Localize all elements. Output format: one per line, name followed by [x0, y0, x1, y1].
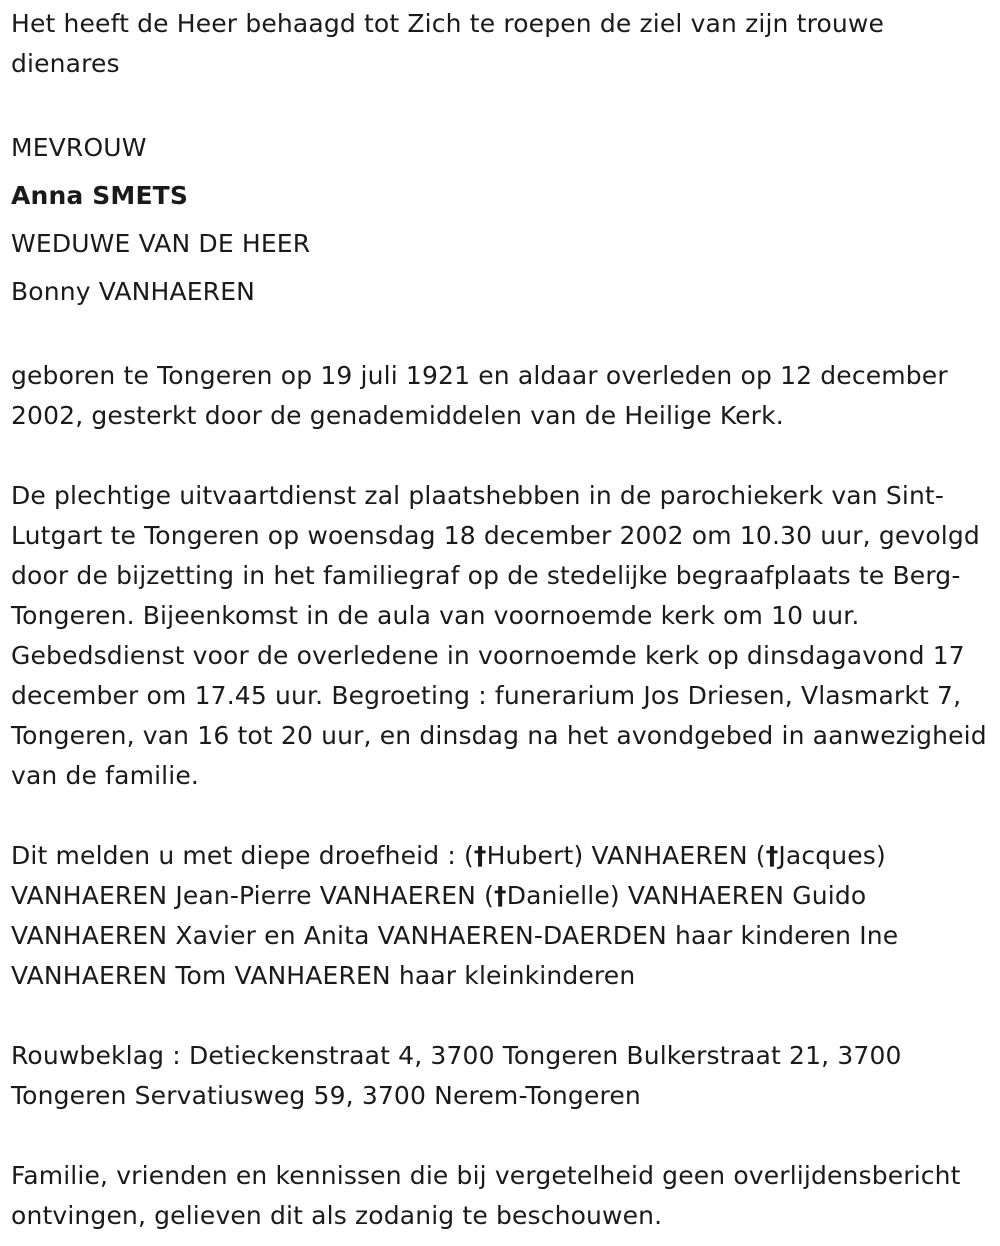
cross-icon: † — [765, 841, 779, 870]
cross-icon: † — [494, 881, 507, 910]
mourners-paragraph — [11, 836, 993, 996]
obituary-document — [11, 4, 993, 1236]
mourners-part-2: Jacques) VANHAEREN Jean-Pierre VANHAEREN ( — [11, 841, 886, 910]
mourners-part-1: Hubert) VANHAEREN ( — [486, 841, 766, 870]
cross-icon: † — [473, 841, 487, 870]
title-prefix: MEVROUW — [11, 133, 147, 162]
spouse-name: Bonny VANHAEREN — [11, 277, 255, 306]
closing-note: Familie, vrienden en kennissen die bij vergetelheid geen overlijdensbericht ontvingen, gelieven dit als zodanig te beschouwen. — [11, 1161, 961, 1230]
intro-paragraph: Het heeft de Heer behaagd tot Zich te roepen de ziel van zijn trouwe dienares — [11, 9, 885, 78]
deceased-name: Anna SMETS — [11, 181, 189, 210]
condolence-addresses: Rouwbeklag : Detieckenstraat 4, 3700 Tongeren Bulkerstraat 21, 3700 Tongeren Servatiusweg 59, 3700 Nerem-Tongeren — [11, 1041, 902, 1110]
widow-of-label: WEDUWE VAN DE HEER — [11, 229, 311, 258]
funeral-paragraph: De plechtige uitvaartdienst zal plaatshebben in de parochiekerk van Sint-Lutgart te Tongeren op woensdag 18 december 2002 om 10.30 uur, gevolgd door de bijzetting in het familiegraf op de stedelijke begraafplaats te Berg-Tongeren. Bijeenkomst in de aula van voornoemde kerk om 10 uur. Gebedsdienst voor de overledene in voornoemde kerk op dinsdagavond 17 december om 17.45 uur. Begroeting : funerarium Jos Driesen, Vlasmarkt 7, Tongeren, van 16 tot 20 uur, en dinsdag na het avondgebed in aanwezigheid van de familie. — [11, 481, 987, 790]
mourners-prefix: Dit melden u met diepe droefheid : ( — [11, 841, 474, 870]
birth-death-paragraph: geboren te Tongeren op 19 juli 1921 en aldaar overleden op 12 december 2002, gesterkt door de genademiddelen van de Heilige Kerk. — [11, 361, 948, 430]
mourners-part-3: Danielle) VANHAEREN Guido VANHAEREN Xavier en Anita VANHAEREN-DAERDEN haar kinderen Ine VANHAEREN Tom VANHAEREN haar kleinkinderen — [11, 881, 899, 990]
